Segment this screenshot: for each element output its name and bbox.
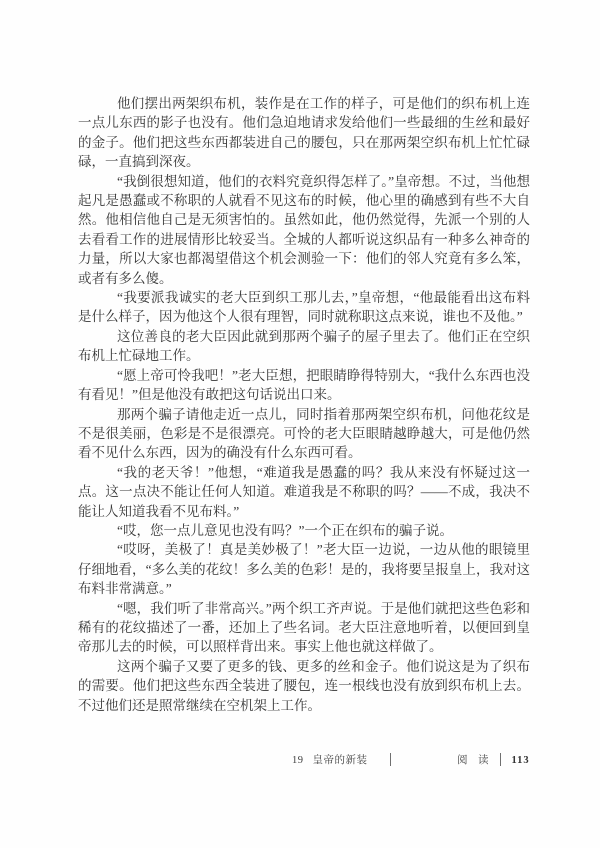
page-footer	[0, 752, 600, 772]
paragraph: 这两个骗子又要了更多的钱、更多的丝和金子。他们说这是为了织布的需要。他们把这些东西全装进了腰包，连一根线也没有放到织布机上去。不过他们还是照常继续在空机架上工作。	[78, 658, 530, 713]
chapter-title: 皇帝的新装	[312, 755, 368, 766]
paragraph: “哎，您一点儿意见也没有吗？”一个正在织布的骗子说。	[117, 522, 453, 538]
paragraph: “哎呀，美极了！真是美妙极了！”老大臣一边说，一边从他的眼镜里仔细地看，“多么美的花纹！多么美的色彩！是的，我将要呈报皇上，我对这布料非常满意。”	[78, 542, 530, 597]
paragraph: “我的老天爷！”他想，“难道我是愚蠢的吗？我从来没有怀疑过这一点。这一点决不能让任何人知道。难道我是不称职的吗？——不成，我决不能让人知道我看不见布料。”	[78, 464, 530, 519]
paragraph: 这位善良的老大臣因此就到那两个骗子的屋子里去了。他们正在空织布机上忙碌地工作。	[78, 328, 530, 364]
paragraph: “愿上帝可怜我吧！”老大臣想，把眼睛睁得特别大，“我什么东西也没有看见！”但是他没有敢把这句话说出口来。	[78, 367, 530, 403]
paragraph: 他们摆出两架织布机，装作是在工作的样子，可是他们的织布机上连一点儿东西的影子也没有。他们急迫地请求发给他们一些最细的生丝和最好的金子。他们把这些东西都装进自己的腰包，只在那两架空织布机上忙忙碌碌，一直搞到深夜。	[78, 96, 530, 170]
footer-divider	[390, 753, 391, 766]
section-label: 阅 读	[457, 755, 489, 766]
chapter-number: 19	[292, 755, 304, 766]
paragraph: “嗯，我们听了非常高兴。”两个织工齐声说。于是他们就把这些色彩和稀有的花纹描述了一番，还加上了些名词。老大臣注意地听着，以便回到皇帝那儿去的时候，可以照样背出来。事实上他也就这样做了。	[78, 600, 530, 655]
chapter-info	[292, 752, 391, 767]
paragraph: “我倒很想知道，他们的衣料究竟织得怎样了。”皇帝想。不过，当他想起凡是愚蠢或不称职的人就看不见这布的时候，他心里的确感到有些不大自然。他相信他自己是无须害怕的。虽然如此，他仍然觉得，先派一个别的人去看看工作的进展情形比较妥当。全城的人都听说这织品有一种多么神奇的力量，所以大家也都渴望借这个机会测验一下：他们的邻人究竟有多么笨，或者有多么傻。	[78, 173, 530, 286]
paragraph: 那两个骗子请他走近一点儿，同时指着那两架空织布机，问他花纹是不是很美丽，色彩是不是很漂亮。可怜的老大臣眼睛越睁越大，可是他仍然看不见什么东西，因为的确没有什么东西可看。	[78, 406, 530, 461]
section-page-info	[457, 752, 530, 767]
page-number: 113	[511, 755, 530, 766]
paragraph: “我要派我诚实的老大臣到织工那儿去，”皇帝想，“他最能看出这布料是什么样子，因为他这个人很有理智，同时就称职这点来说，谁也不及他。”	[78, 290, 530, 325]
footer-divider	[500, 753, 501, 766]
body-text	[78, 94, 530, 715]
